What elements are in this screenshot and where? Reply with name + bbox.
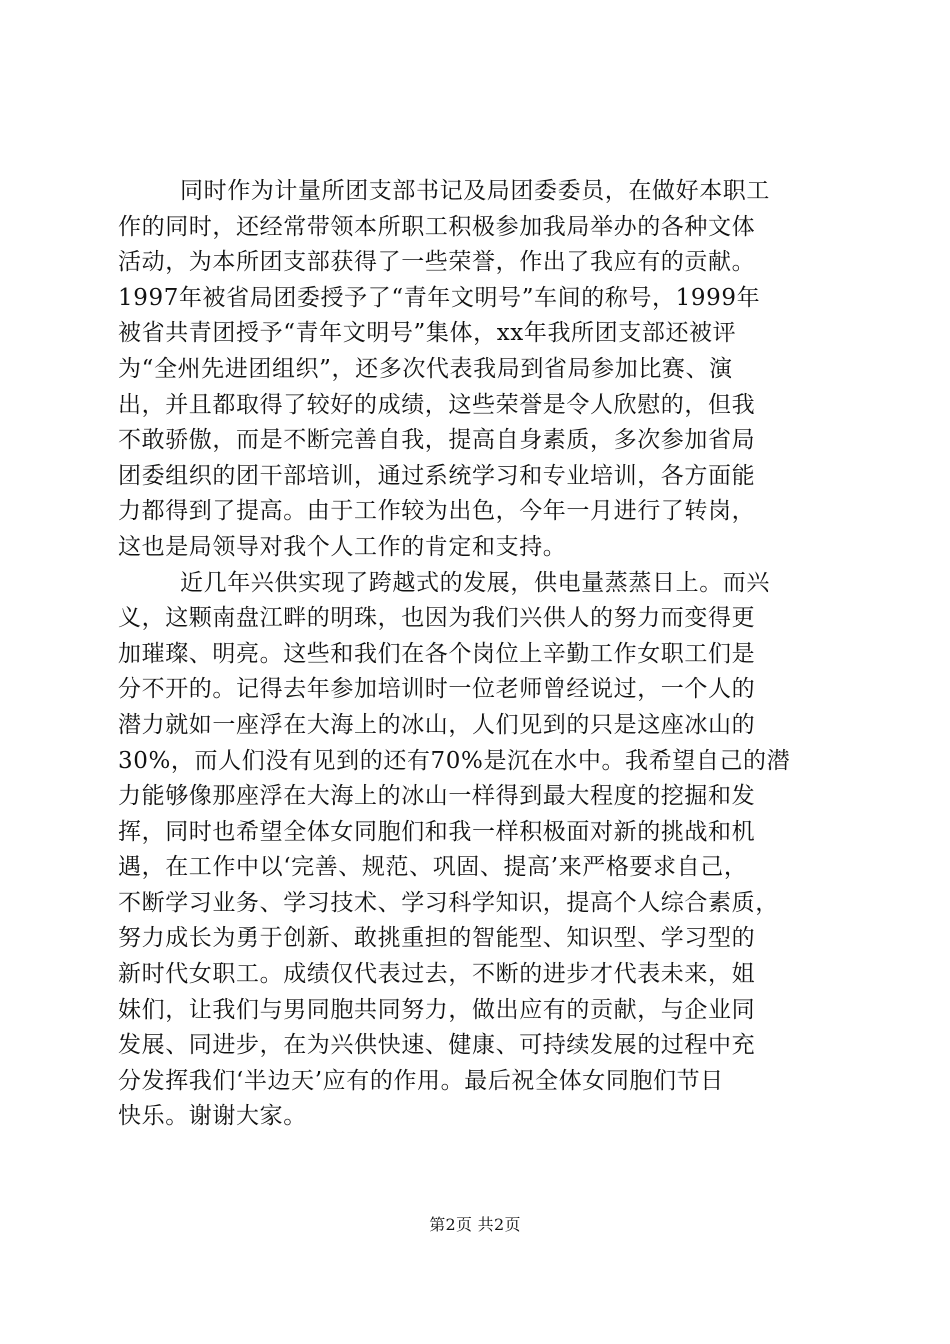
text-line: 新时代女职工。成绩仅代表过去，不断的进步才代表未来，姐: [118, 961, 756, 988]
text-line: 活动，为本所团支部获得了一些荣誉，作出了我应有的贡献。: [118, 249, 756, 276]
text-line: 义，这颗南盘江畔的明珠，也因为我们兴供人的努力而变得更: [118, 605, 756, 632]
text-line: 作的同时，还经常带领本所职工积极参加我局举办的各种文体: [118, 213, 756, 240]
text-line: 这也是局领导对我个人工作的肯定和支持。: [118, 533, 567, 560]
text-line: 力都得到了提高。由于工作较为出色，今年一月进行了转岗，: [118, 498, 756, 525]
text-line: 努力成长为勇于创新、敢挑重担的智能型、知识型、学习型的: [118, 925, 756, 952]
text-line: 不断学习业务、学习技术、学习科学知识，提高个人综合素质，: [118, 889, 779, 916]
text-line: 分发挥我们‘半边天’应有的作用。最后祝全体女同胞们节日: [118, 1067, 724, 1094]
text-line: 遇，在工作中以‘完善、规范、巩固、提高’来严格要求自己，: [118, 854, 748, 881]
text-line: 为“全州先进团组织”，还多次代表我局到省局参加比赛、演: [118, 355, 733, 382]
text-line: 力能够像那座浮在大海上的冰山一样得到最大程度的挖掘和发: [118, 783, 756, 810]
text-line: 同时作为计量所团支部书记及局团委委员，在做好本职工: [180, 178, 770, 204]
text-line: 近几年兴供实现了跨越式的发展，供电量蒸蒸日上。而兴: [180, 569, 770, 596]
text-line: 加璀璨、明亮。这些和我们在各个岗位上辛勤工作女职工们是: [118, 640, 756, 667]
text-line: 不敢骄傲，而是不断完善自我，提高自身素质，多次参加省局: [118, 427, 756, 454]
text-line: 挥，同时也希望全体女同胞们和我一样积极面对新的挑战和机: [118, 818, 756, 845]
text-line: 发展、同进步，在为兴供快速、健康、可持续发展的过程中充: [118, 1032, 756, 1059]
text-line: 潜力就如一座浮在大海上的冰山，人们见到的只是这座冰山的: [118, 711, 756, 738]
text-line: 妹们，让我们与男同胞共同努力，做出应有的贡献，与企业同: [118, 996, 756, 1023]
paragraph-2: [118, 566, 838, 1136]
text-line: 团委组织的团干部培训，通过系统学习和专业培训，各方面能: [118, 462, 756, 489]
text-line: 30%，而人们没有见到的还有70%是沉在水中。我希望自己的潜: [118, 747, 791, 774]
text-line: 分不开的。记得去年参加培训时一位老师曾经说过，一个人的: [118, 676, 756, 703]
text-line: 出，并且都取得了较好的成绩，这些荣誉是令人欣慰的，但我: [118, 391, 756, 418]
text-line: 被省共青团授予“青年文明号”集体，xx年我所团支部还被评: [118, 320, 737, 347]
page-footer: 第2页 共2页: [429, 1215, 521, 1234]
text-line: 快乐。谢谢大家。: [118, 1103, 307, 1130]
paragraph-1: [118, 174, 838, 566]
document-body: [118, 174, 838, 1135]
text-line: 1997年被省局团委授予了“青年文明号”车间的称号，1999年: [118, 284, 761, 311]
